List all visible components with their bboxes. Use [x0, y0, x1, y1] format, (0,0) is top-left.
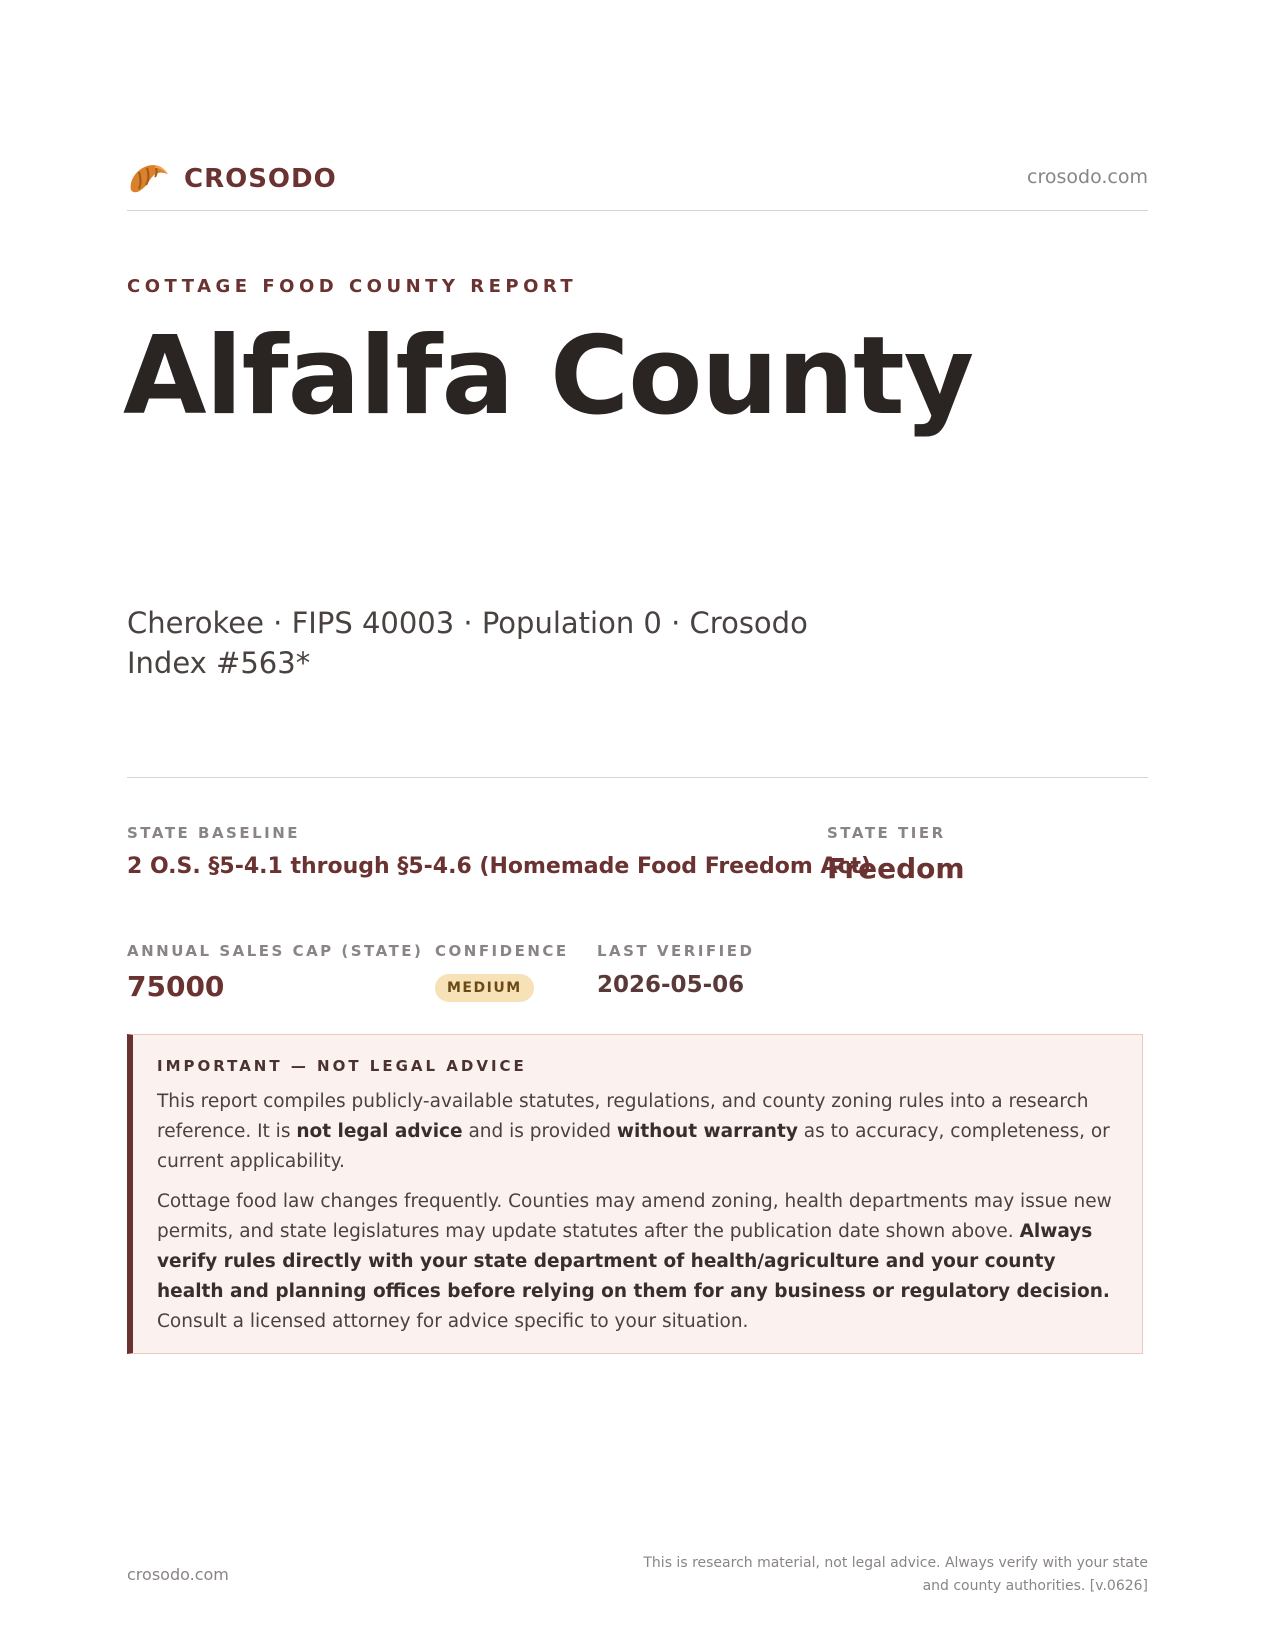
state-baseline	[127, 824, 871, 879]
state-tier-label: STATE TIER	[827, 824, 946, 842]
sales-cap-label: ANNUAL SALES CAP (STATE)	[127, 942, 424, 960]
county-subtitle: Cherokee · FIPS 40003 · Population 0 · Crosodo Index #563*	[127, 606, 808, 680]
section-divider	[127, 777, 1148, 778]
notice-paragraph-2: Cottage food law changes frequently. Counties may amend zoning, health departments may issue new permits, and state legislatures may update statutes after the publication date shown above. Always verify rules directly with your state department of health/agriculture and your county health and planning offices before relying on them for any business or regulatory decision. Consult a licensed attorney for advice specific to your situation.	[157, 1191, 1112, 1332]
confidence-label: CONFIDENCE	[435, 942, 569, 960]
confidence-badge: MEDIUM	[435, 974, 534, 1002]
notice-paragraph-1: This report compiles publicly-available statutes, regulations, and county zoning rules into a research reference. It is not legal advice and is provided without warranty as to accuracy, completeness, or current applicability.	[157, 1091, 1110, 1172]
sales-cap-value: 75000	[127, 970, 225, 1003]
header-divider	[127, 210, 1148, 211]
footer-disclaimer: This is research material, not legal advice. Always verify with your state and county authorities. [v.0626]	[643, 1555, 1148, 1594]
legal-notice	[127, 1034, 1143, 1354]
state-baseline-label: STATE BASELINE	[127, 824, 301, 842]
last-verified-value: 2026-05-06	[597, 972, 745, 998]
state-tier	[827, 824, 965, 885]
notice-title: IMPORTANT — NOT LEGAL ADVICE	[157, 1057, 527, 1075]
croissant-icon	[127, 160, 169, 198]
header	[127, 158, 1148, 204]
report-eyebrow: COTTAGE FOOD COUNTY REPORT	[127, 276, 578, 297]
sales-cap	[127, 942, 423, 1003]
last-verified-label: LAST VERIFIED	[597, 942, 755, 960]
report-page	[123, 0, 1148, 1650]
last-verified	[597, 942, 754, 998]
brand-name: CROSODO	[184, 164, 337, 194]
footer-domain[interactable]: crosodo.com	[127, 1565, 229, 1584]
header-domain[interactable]: crosodo.com	[1027, 166, 1148, 188]
state-baseline-value: 2 O.S. §5-4.1 through §5-4.6 (Homemade Food Freedom Act)	[127, 854, 872, 879]
confidence	[435, 942, 569, 1002]
state-tier-value: Freedom	[827, 852, 965, 885]
page-title: Alfalfa County	[123, 314, 974, 439]
